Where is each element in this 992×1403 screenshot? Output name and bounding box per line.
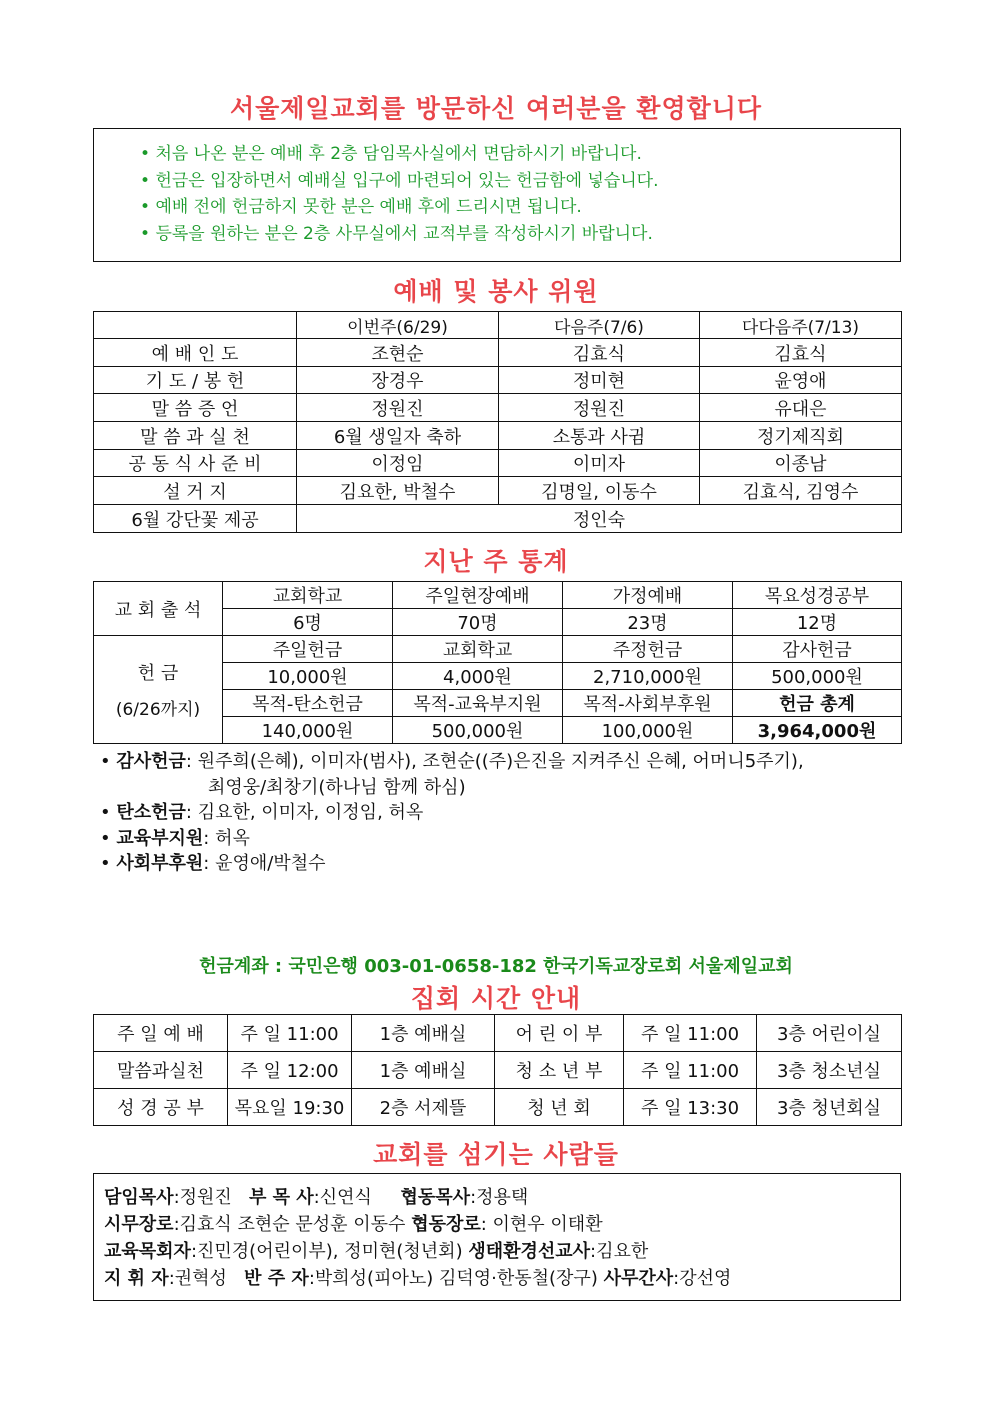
role-cell: 말 씀 과 실 천 (94, 422, 297, 450)
value-cell: 70명 (393, 609, 563, 636)
header-cell: 교회학교 (393, 636, 563, 663)
schedule-cell: 주 일 12:00 (228, 1052, 352, 1089)
staff-line (104, 1211, 900, 1238)
welcome-title: 서울제일교회를 방문하신 여러분을 환영합니다 (229, 94, 763, 123)
donor-label: 교육부지원 (116, 827, 204, 849)
value-cell: 12명 (733, 609, 902, 636)
value-cell: 100,000원 (563, 717, 733, 744)
donor-education: • 교육부지원: 허옥 (100, 827, 250, 849)
value-cell: 2,710,000원 (563, 663, 733, 690)
service-table (93, 311, 902, 533)
header-cell: 가정예배 (563, 582, 733, 609)
welcome-box (93, 128, 901, 262)
role-cell: 설 거 지 (94, 477, 297, 505)
staff-name: :박희성(피아노) 김덕영·한동철(장구) (308, 1268, 598, 1289)
service-row (94, 367, 902, 394)
header-cell: 목적-교육부지원 (393, 690, 563, 717)
schedule-cell: 청 년 회 (495, 1089, 624, 1126)
welcome-item: • 처음 나온 분은 예배 후 2층 담임목사실에서 면담하시기 바랍니다. (140, 141, 900, 168)
donor-value: : 김요한, 이미자, 이정임, 허옥 (185, 802, 424, 823)
flower-value: 정인숙 (297, 505, 902, 533)
donor-value: : 원주희(은혜), 이미자(범사), 조현순((주)은진을 지켜주신 은혜, 어머니5주기), (185, 751, 804, 772)
schedule-cell: 주 일 11:00 (228, 1015, 352, 1052)
table-cell: 장경우 (297, 367, 499, 394)
schedule-title: 집회 시간 안내 (410, 984, 582, 1013)
service-row (94, 394, 902, 422)
offering-label: 헌 금 (137, 663, 179, 684)
table-cell: 소통과 사귐 (499, 422, 700, 450)
table-cell: 김효식 (499, 339, 700, 367)
header-cell: 교회학교 (223, 582, 393, 609)
staff-line (104, 1265, 900, 1292)
table-cell: 정원진 (297, 394, 499, 422)
flower-row (94, 505, 902, 533)
schedule-cell: 성 경 공 부 (94, 1089, 228, 1126)
schedule-cell: 2층 서제뜰 (352, 1089, 495, 1126)
donor-value: : 허옥 (203, 827, 250, 849)
staff-name: :강선영 (673, 1268, 732, 1289)
staff-role: 교육목회자 (104, 1241, 191, 1262)
staff-name: :정용택 (470, 1187, 529, 1208)
donor-value: : 윤영애/박철수 (203, 853, 326, 874)
table-cell: 정미현 (499, 367, 700, 394)
staff-line (104, 1184, 900, 1211)
table-cell: 이종남 (700, 450, 902, 477)
table-cell: 김요한, 박철수 (297, 477, 499, 505)
staff-role: 담임목사 (104, 1187, 174, 1208)
welcome-item: • 예배 전에 헌금하지 못한 분은 예배 후에 드리시면 됩니다. (140, 194, 900, 221)
donor-thanks: • 감사헌금: 원주희(은혜), 이미자(범사), 조현순((주)은진을 지켜주신 은혜, 어머니5주기), (100, 751, 804, 772)
role-cell: 공 동 식 사 준 비 (94, 450, 297, 477)
schedule-cell: 1층 예배실 (352, 1015, 495, 1052)
attendance-header-row (94, 582, 902, 609)
staff-role: 반 주 자 (244, 1268, 309, 1289)
stats-title: 지난 주 통계 (423, 547, 569, 576)
schedule-cell: 3층 어린이실 (757, 1015, 902, 1052)
staff-name: :김효식 조현순 문성훈 이동수 (173, 1214, 406, 1235)
header-cell: 다다음주(7/13) (700, 312, 902, 339)
staff-name: :진민경(어린이부), 정미현(청년회) (190, 1241, 463, 1262)
staff-name: :정원진 (173, 1187, 232, 1208)
staff-role: 시무장로 (104, 1214, 174, 1235)
service-row (94, 477, 902, 505)
schedule-cell: 3층 청년회실 (757, 1089, 902, 1126)
staff-role: 사무간사 (603, 1268, 674, 1289)
value-cell: 10,000원 (223, 663, 393, 690)
table-cell: 6월 생일자 축하 (297, 422, 499, 450)
schedule-cell: 목요일 19:30 (228, 1089, 352, 1126)
value-cell: 500,000원 (393, 717, 563, 744)
header-cell: 다음주(7/6) (499, 312, 700, 339)
offering-label-cell (94, 636, 223, 744)
staff-role: 지 휘 자 (104, 1268, 169, 1289)
role-cell: 기 도 / 봉 헌 (94, 367, 297, 394)
donor-label: 사회부후원 (116, 853, 204, 874)
service-row (94, 422, 902, 450)
staff-name: :김요한 (590, 1241, 649, 1262)
schedule-cell: 말씀과실천 (94, 1052, 228, 1089)
donor-label: 탄소헌금 (116, 802, 186, 823)
stats-table (93, 581, 902, 744)
schedule-cell: 주 일 13:30 (624, 1089, 757, 1126)
service-row (94, 339, 902, 367)
schedule-cell: 주 일 예 배 (94, 1015, 228, 1052)
donor-label: 감사헌금 (116, 751, 186, 772)
schedule-row (94, 1052, 902, 1089)
table-cell: 유대은 (700, 394, 902, 422)
schedule-cell: 1층 예배실 (352, 1052, 495, 1089)
donor-carbon: • 탄소헌금: 김요한, 이미자, 이정임, 허옥 (100, 802, 424, 823)
schedule-row (94, 1089, 902, 1126)
header-cell: 주일현장예배 (393, 582, 563, 609)
donor-list (100, 749, 804, 877)
value-cell: 500,000원 (733, 663, 902, 690)
role-cell: 예 배 인 도 (94, 339, 297, 367)
staff-name: :권혁성 (168, 1268, 227, 1289)
offering-header-row (94, 636, 902, 663)
schedule-cell: 청 소 년 부 (495, 1052, 624, 1089)
welcome-list (94, 129, 900, 247)
staff-name: : 이현우 이태환 (480, 1214, 603, 1235)
staff-box (93, 1173, 901, 1301)
schedule-cell: 3층 청소년실 (757, 1052, 902, 1089)
header-cell: 감사헌금 (733, 636, 902, 663)
value-cell: 4,000원 (393, 663, 563, 690)
flower-label: 6월 강단꽃 제공 (94, 505, 297, 533)
staff-role: 협동장로 (411, 1214, 481, 1235)
table-cell: 김효식 (700, 339, 902, 367)
schedule-table (93, 1014, 902, 1126)
welcome-item: • 헌금은 입장하면서 예배실 입구에 마련되어 있는 헌금함에 넣습니다. (140, 168, 900, 195)
header-cell (94, 312, 297, 339)
staff-line (104, 1238, 900, 1265)
value-cell: 140,000원 (223, 717, 393, 744)
offering-account: 헌금계좌 : 국민은행 003-01-0658-182 한국기독교장로회 서울제일교회 (199, 956, 793, 977)
table-cell: 김효식, 김영수 (700, 477, 902, 505)
schedule-cell: 주 일 11:00 (624, 1052, 757, 1089)
value-cell: 6명 (223, 609, 393, 636)
staff-role: 생태환경선교사 (468, 1241, 591, 1262)
staff-title: 교회를 섬기는 사람들 (373, 1140, 619, 1169)
staff-name: :신연식 (313, 1187, 372, 1208)
service-header-row (94, 312, 902, 339)
header-cell: 목요성경공부 (733, 582, 902, 609)
total-value-cell: 3,964,000원 (733, 717, 902, 744)
service-title: 예배 및 봉사 위원 (393, 277, 599, 306)
table-cell: 정기제직회 (700, 422, 902, 450)
table-cell: 조현순 (297, 339, 499, 367)
service-row (94, 450, 902, 477)
total-header-cell: 헌금 총계 (733, 690, 902, 717)
offering-sublabel: (6/26까지) (115, 700, 201, 720)
header-cell: 주일헌금 (223, 636, 393, 663)
header-cell: 목적-탄소헌금 (223, 690, 393, 717)
role-cell: 말 씀 증 언 (94, 394, 297, 422)
value-cell: 23명 (563, 609, 733, 636)
welcome-item: • 등록을 원하는 분은 2층 사무실에서 교적부를 작성하시기 바랍니다. (140, 221, 900, 248)
table-cell: 김명일, 이동수 (499, 477, 700, 505)
table-cell: 이미자 (499, 450, 700, 477)
table-cell: 정원진 (499, 394, 700, 422)
staff-role: 협동목사 (400, 1187, 471, 1208)
attendance-label: 교 회 출 석 (94, 582, 223, 636)
header-cell: 주정헌금 (563, 636, 733, 663)
staff-role: 부 목 사 (248, 1187, 314, 1208)
header-cell: 이번주(6/29) (297, 312, 499, 339)
schedule-cell: 주 일 11:00 (624, 1015, 757, 1052)
donor-social: • 사회부후원: 윤영애/박철수 (100, 853, 326, 874)
schedule-row (94, 1015, 902, 1052)
donor-thanks-continued: 최영웅/최창기(하나님 함께 하심) (208, 776, 466, 798)
table-cell: 이정임 (297, 450, 499, 477)
schedule-cell: 어 린 이 부 (495, 1015, 624, 1052)
table-cell: 윤영애 (700, 367, 902, 394)
header-cell: 목적-사회부후원 (563, 690, 733, 717)
